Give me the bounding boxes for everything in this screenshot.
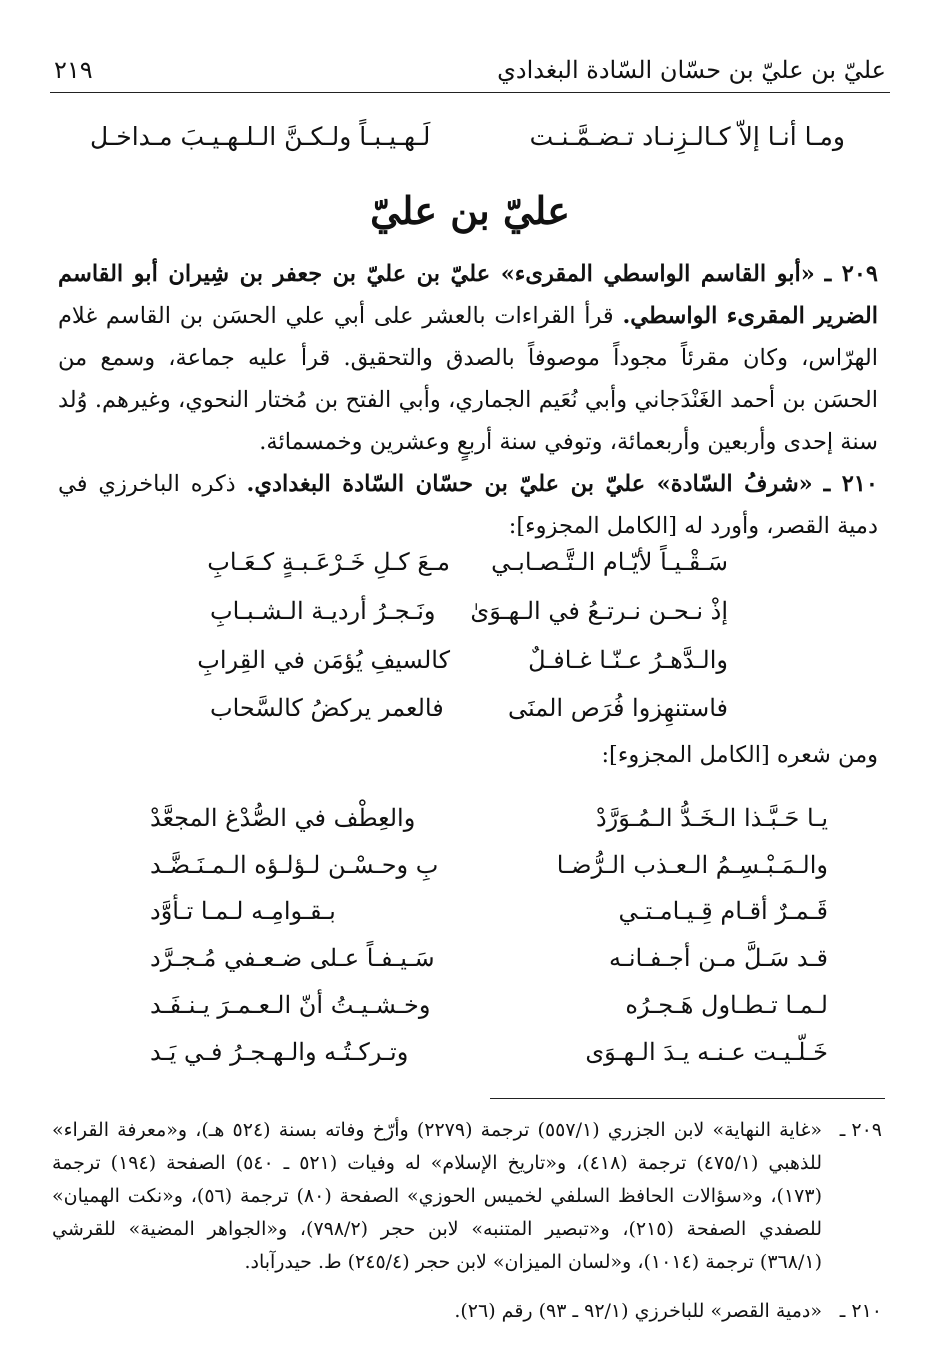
poem-line (0, 694, 940, 734)
second-hemistich: بـقـوامِـه لـمـا تـأوَّد (150, 897, 336, 925)
second-hemistich: ونَـجـرُ أرديـة الـشـبـابِ (210, 597, 436, 625)
first-hemistich: قَـمـرٌ أقـام قِـيـامـتـي (618, 897, 828, 925)
entry-name: «أبو القاسم الواسطي المقرىء» عليّ بن عليّ بن جعفر بن شِيران أبو القاسم الضرير المقرىء الواسطي. (58, 261, 878, 329)
footnote-text: «غاية النهاية» لابن الجزري (٥٥٧/١) ترجمة (٢٢٧٩) وأرّخ وفاته بسنة (٥٢٤ هـ)، و«معرفة القراء» للذهبي (٤٧٥/١) ترجمة (٤١٨)، و«تاريخ الإسلام» له وفيات (٥٢١ ـ ٥٤٠) الصفحة (١٩٤) ترجمة (١٧٣)، و«سؤالات الحافظ السلفي لخميس الحوزي» الصفحة (٨٠) ترجمة (٥٦)، و«نكت الهميان» للصفدي الصفحة (٢١٥)، و«تبصير المتنبه» لابن حجر (٧٩٨/٢)، و«الجواهر المضية» للقرشي (٣٦٨/١) ترجمة (١٠١٤)، و«لسان الميزان» لابن حجر (٢٤٥/٤) ط. حيدرآباد. (52, 1119, 823, 1273)
second-hemistich: مـعَ كـلِ خَـرْعَـبـةٍ كـعَـابِ (207, 548, 450, 576)
first-hemistich: يـا حَـبَّـذا الـخَـدُّ الـمُـوَرَّدْ (595, 804, 828, 832)
poem-2-intro: ومن شعره [الكامل المجزوء]: (601, 742, 878, 768)
first-hemistich: والـمَـبْـسِـمُ الـعـذب الـرُّضـا (556, 851, 828, 879)
footnote-text: «دمية القصر» للباخرزي (٩٢/١ ـ ٩٣) رقم (٢٦). (454, 1300, 822, 1322)
entry-text: ذكره الباخرزي في دمية القصر، وأورد له [الكامل المجزوء]: (58, 471, 878, 539)
second-hemistich: والعِطْف في الصُّدْغ المجعَّدْ (150, 804, 416, 832)
biography-entry-209 (58, 253, 878, 463)
second-hemistich: بِ وحـسْـن لـؤلـؤه الـمـنَـضَّـد (150, 851, 439, 879)
poem-line (0, 897, 940, 937)
footnote-label: ٢٠٩ ـ (839, 1119, 882, 1141)
poem-line (0, 646, 940, 686)
poem-line (0, 944, 940, 984)
entry-text: قرأ القراءات بالعشر على أبي علي الحسَن بن القاسم غلام الهرّاس، وكان مقرئاً مجوداً موصوفاً بالصدق والتحقيق. قرأ عليه جماعة، وسمع من الحسَن بن أحمد الغَنْدَجاني وأبي نُعَيم الجماري، وأبي الفتح بن مُختار النحوي، وغيرهم. وُلد سنة إحدى وأربعين وأربعمائة، وتوفي سنة أربعٍ وعشرين وخمسمائة. (58, 303, 878, 455)
poem-line (0, 851, 940, 891)
page-number: ٢١٩ (54, 56, 93, 84)
first-hemistich: والـدَّهـرُ عـنّـا غـافـلٌ (528, 646, 728, 674)
first-hemistich: لـمـا تـطـاول هَـجـرُه (625, 991, 828, 1019)
section-heading: عليّ بن عليّ (370, 188, 570, 233)
second-hemistich: وتـركـتُـه والـهـجـرُ فـي يَـد (150, 1038, 409, 1066)
first-hemistich: خَـلّـيـت عـنـه يـدَ الـهـوَى (585, 1038, 828, 1066)
footnote-separator (490, 1098, 885, 1099)
first-hemistich: فاستنهِزوا فُرَص المنَى (507, 694, 728, 722)
entry-name: «شرفُ السّادة» عليّ بن عليّ بن حسّان السّادة البغدادي. (246, 471, 813, 497)
entry-number: ٢١٠ ـ (823, 471, 878, 497)
running-head (50, 52, 890, 93)
footnote-label: ٢١٠ ـ (839, 1300, 882, 1322)
entry-number: ٢٠٩ ـ (824, 261, 878, 287)
biography-entry-210 (58, 463, 878, 547)
poem-line (0, 804, 940, 844)
poem-line (0, 1038, 940, 1078)
first-hemistich: إذْ نـحـن نـرتـعُ في الـهـوَىٰ (470, 597, 728, 625)
second-hemistich: وخـشـيـتُ أنّ الـعـمـرَ يـنـفَـد (150, 991, 431, 1019)
second-hemistich: كالسيفِ يُؤمَن في القِرابِ (197, 646, 450, 674)
continued-verse (90, 122, 845, 166)
first-hemistich: قـد سَـلَّ مـن أجـفـانـه (608, 944, 828, 972)
verse-second-hemistich: لَـهـيـبـاً ولـكـنَّ الـلـهـيـبَ مـداخـل (90, 122, 431, 151)
poem-line (0, 548, 940, 588)
verse-first-hemistich: ومـا أنـا إلاّ كـالـزِنـاد تـضـمَّـنـت (529, 122, 845, 151)
poem-line (0, 991, 940, 1031)
poem-line (0, 597, 940, 637)
running-head-title: عليّ بن عليّ بن حسّان السّادة البغدادي (497, 56, 886, 84)
second-hemistich: فالعمر يركضُ كالسَّحاب (210, 694, 444, 722)
first-hemistich: سَـقْـيـاً لأيّـام الـتَّـصـابـي (491, 548, 728, 576)
second-hemistich: سَـيـفـاً عـلى ضـعـفي مُـجـرَّد (150, 944, 435, 972)
